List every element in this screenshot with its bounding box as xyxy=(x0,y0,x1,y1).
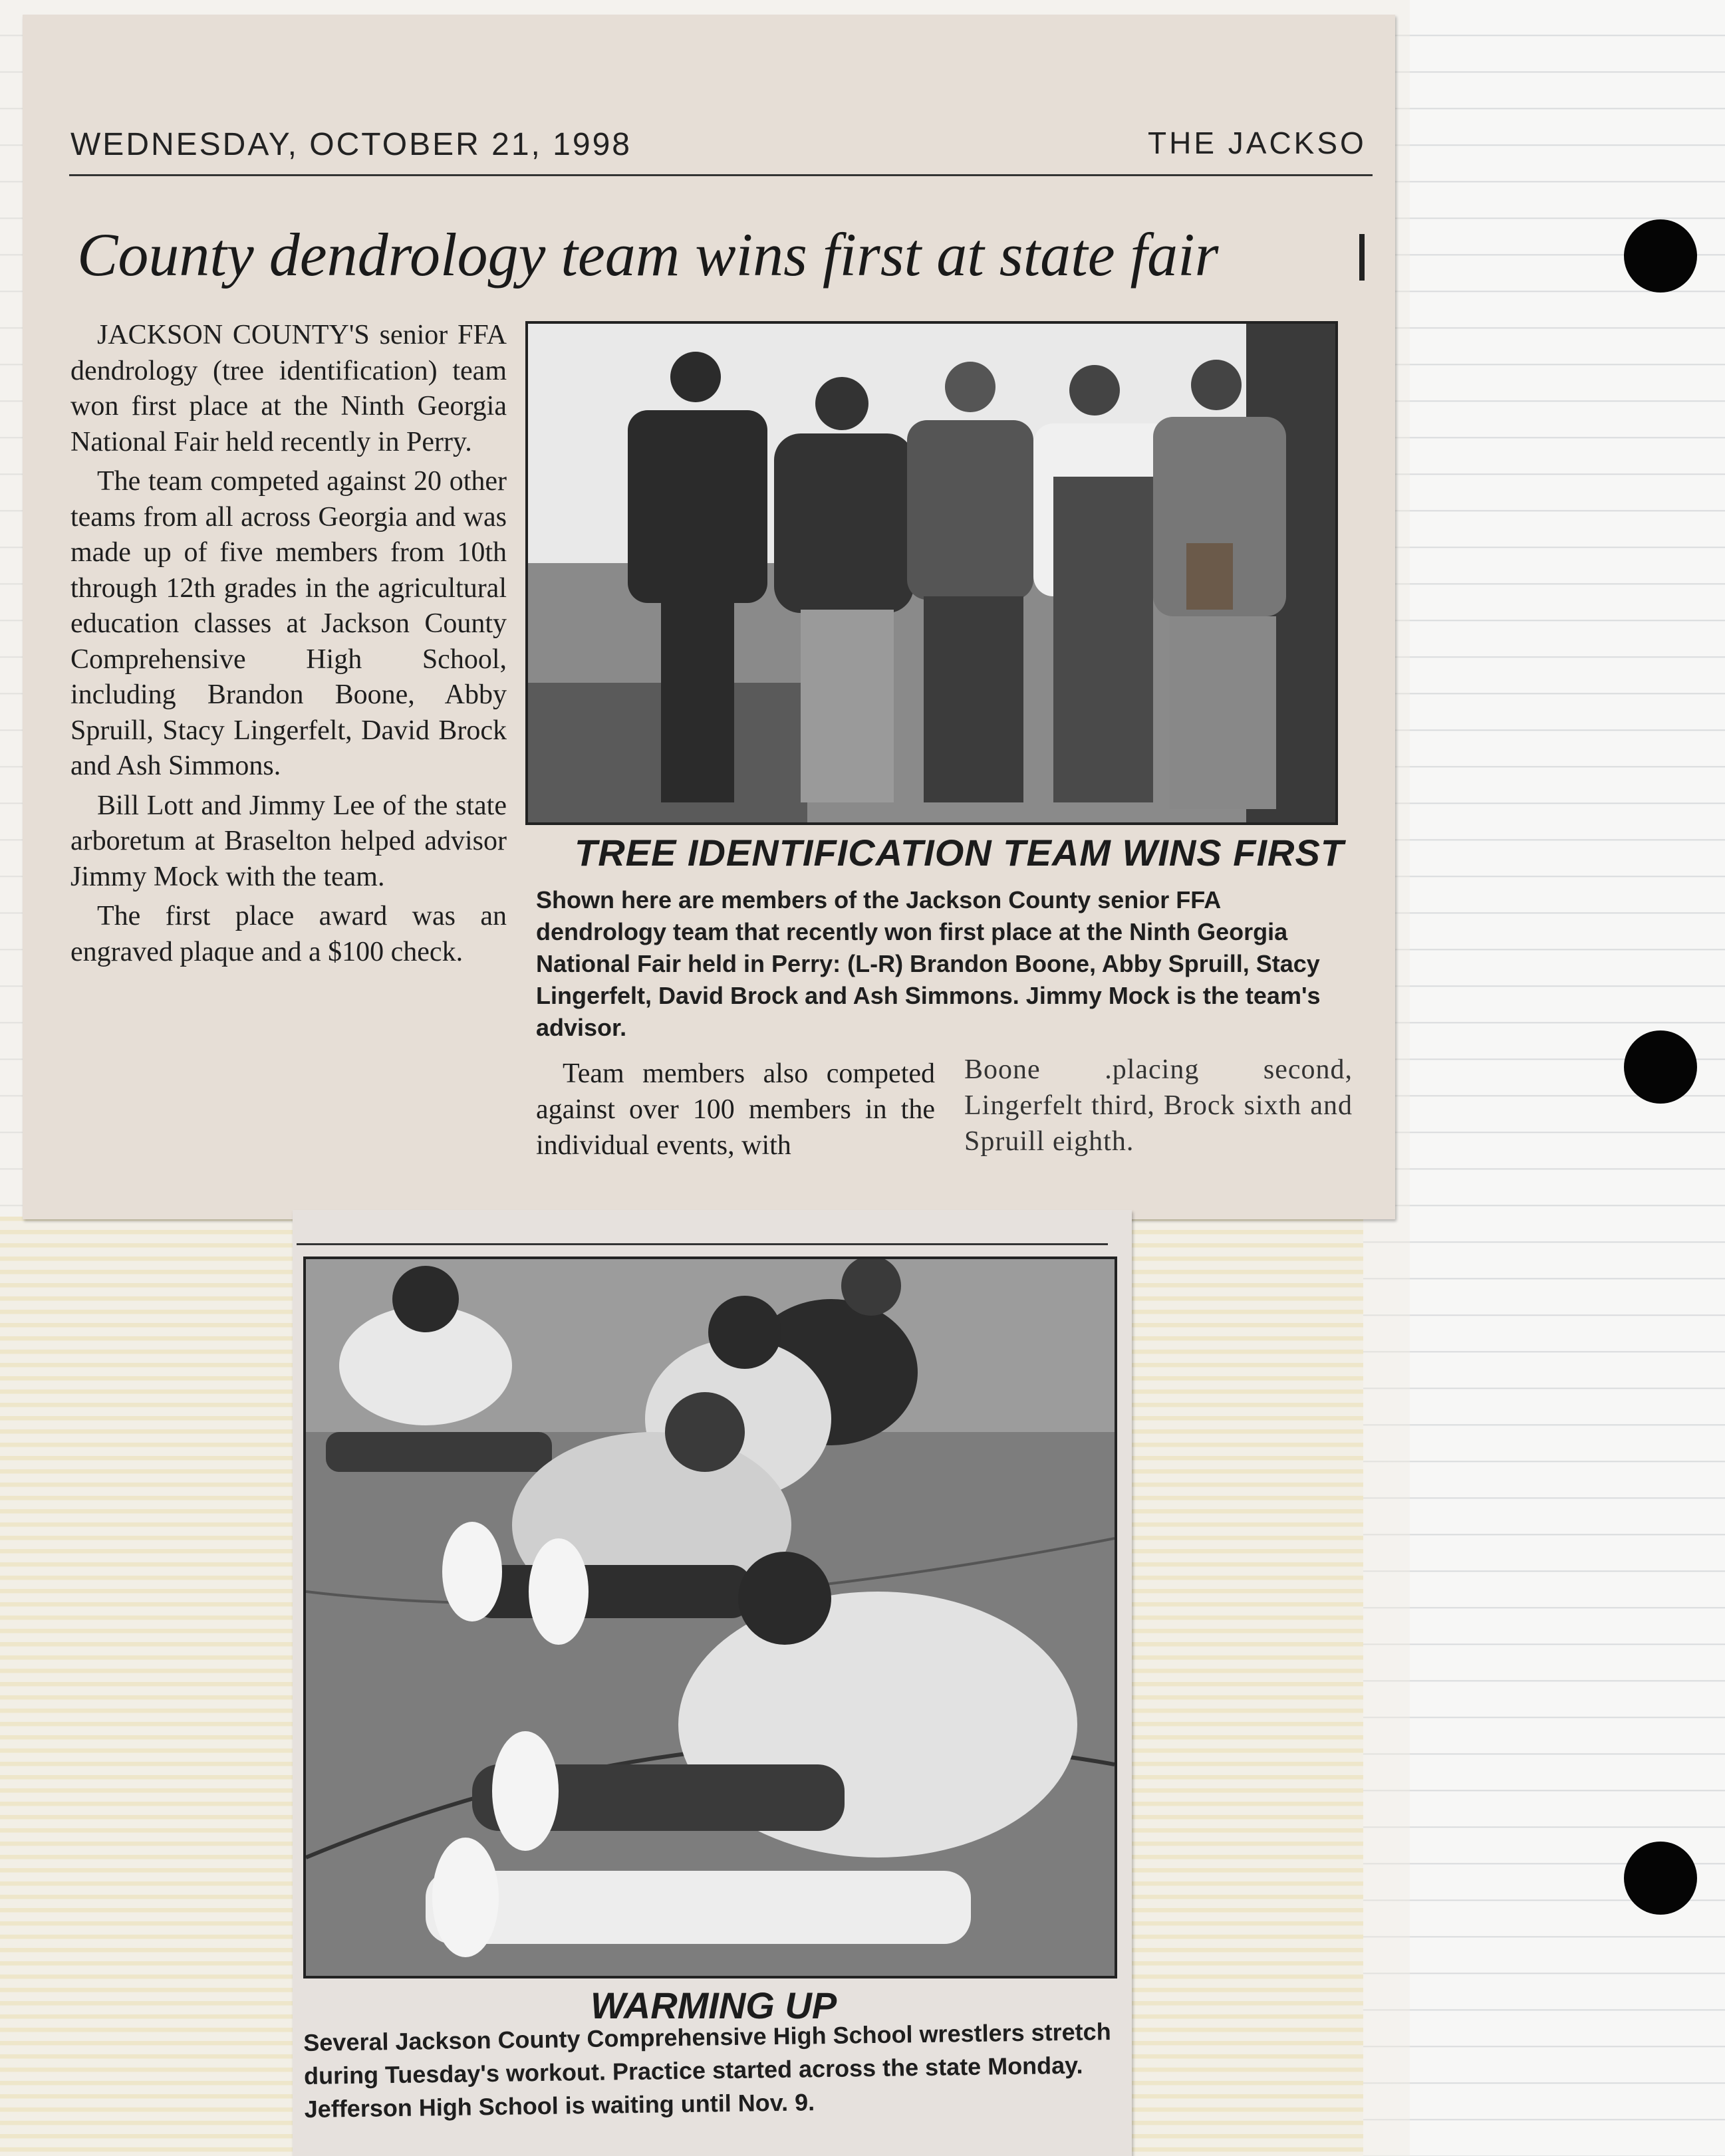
article-headline: County dendrology team wins first at state fair xyxy=(77,221,1219,289)
body-paragraph: The first place award was an engraved plaque and a $100 check. xyxy=(70,901,507,967)
photo-caption-text: Several Jackson County Comprehensive High School wrestlers stretch during Tuesday's workout. Practice started across the state Monday. Jefferson High School is waiting until Nov. 9. xyxy=(303,2018,1111,2123)
article-continuation-left: Team members also competed against over 100 members in the individual events, with xyxy=(536,1058,935,1161)
header-rule xyxy=(69,174,1373,176)
photo-caption-title: WARMING UP xyxy=(591,1984,837,2026)
team-photo-illustration xyxy=(528,324,1335,822)
wrestlers-photo-illustration xyxy=(306,1259,1115,1976)
newspaper-name: THE JACKSO xyxy=(1148,126,1367,160)
team-photo xyxy=(525,321,1338,825)
article-continuation-right: Boone .placing second, Lingerfelt third, Brock sixth and Spruill eighth. xyxy=(964,1054,1353,1157)
photo-caption-text: Shown here are members of the Jackson County senior FFA dendrology team that recently won first place at the Ninth Georgia National Fair held in Perry: (L-R) Brandon Boone, Abby Spruill, Stacy Lingerfelt, David Brock and Ash Simmons. Jimmy Mock is the team's advisor. xyxy=(536,886,1321,1041)
wrestlers-photo xyxy=(303,1257,1117,1978)
cut-column-edge xyxy=(1359,234,1365,281)
body-paragraph: JACKSON COUNTY'S senior FFA dendrology (tree identification) team won first place at the Ninth Georgia National Fair held recently in Perry. xyxy=(70,320,507,457)
binder-hole-middle xyxy=(1624,1030,1697,1104)
photo-caption-title: TREE IDENTIFICATION TEAM WINS FIRST xyxy=(575,832,1345,874)
clipping-top-rule xyxy=(297,1243,1108,1245)
article-body xyxy=(70,318,507,974)
body-paragraph: The team competed against 20 other teams from all across Georgia and was made up of five members from 10th through 12th grades in the agricultural education classes at Jackson County Comprehensive High School, including Brandon Boone, Abby Spruill, Stacy Lingerfelt, David Brock and Ash Simmons. xyxy=(70,466,507,781)
body-paragraph: Bill Lott and Jimmy Lee of the state arboretum at Braselton helped advisor Jimmy Mock with the team. xyxy=(70,790,507,892)
binder-hole-top xyxy=(1624,219,1697,293)
dateline: WEDNESDAY, OCTOBER 21, 1998 xyxy=(70,127,632,162)
binder-hole-bottom xyxy=(1624,1842,1697,1915)
